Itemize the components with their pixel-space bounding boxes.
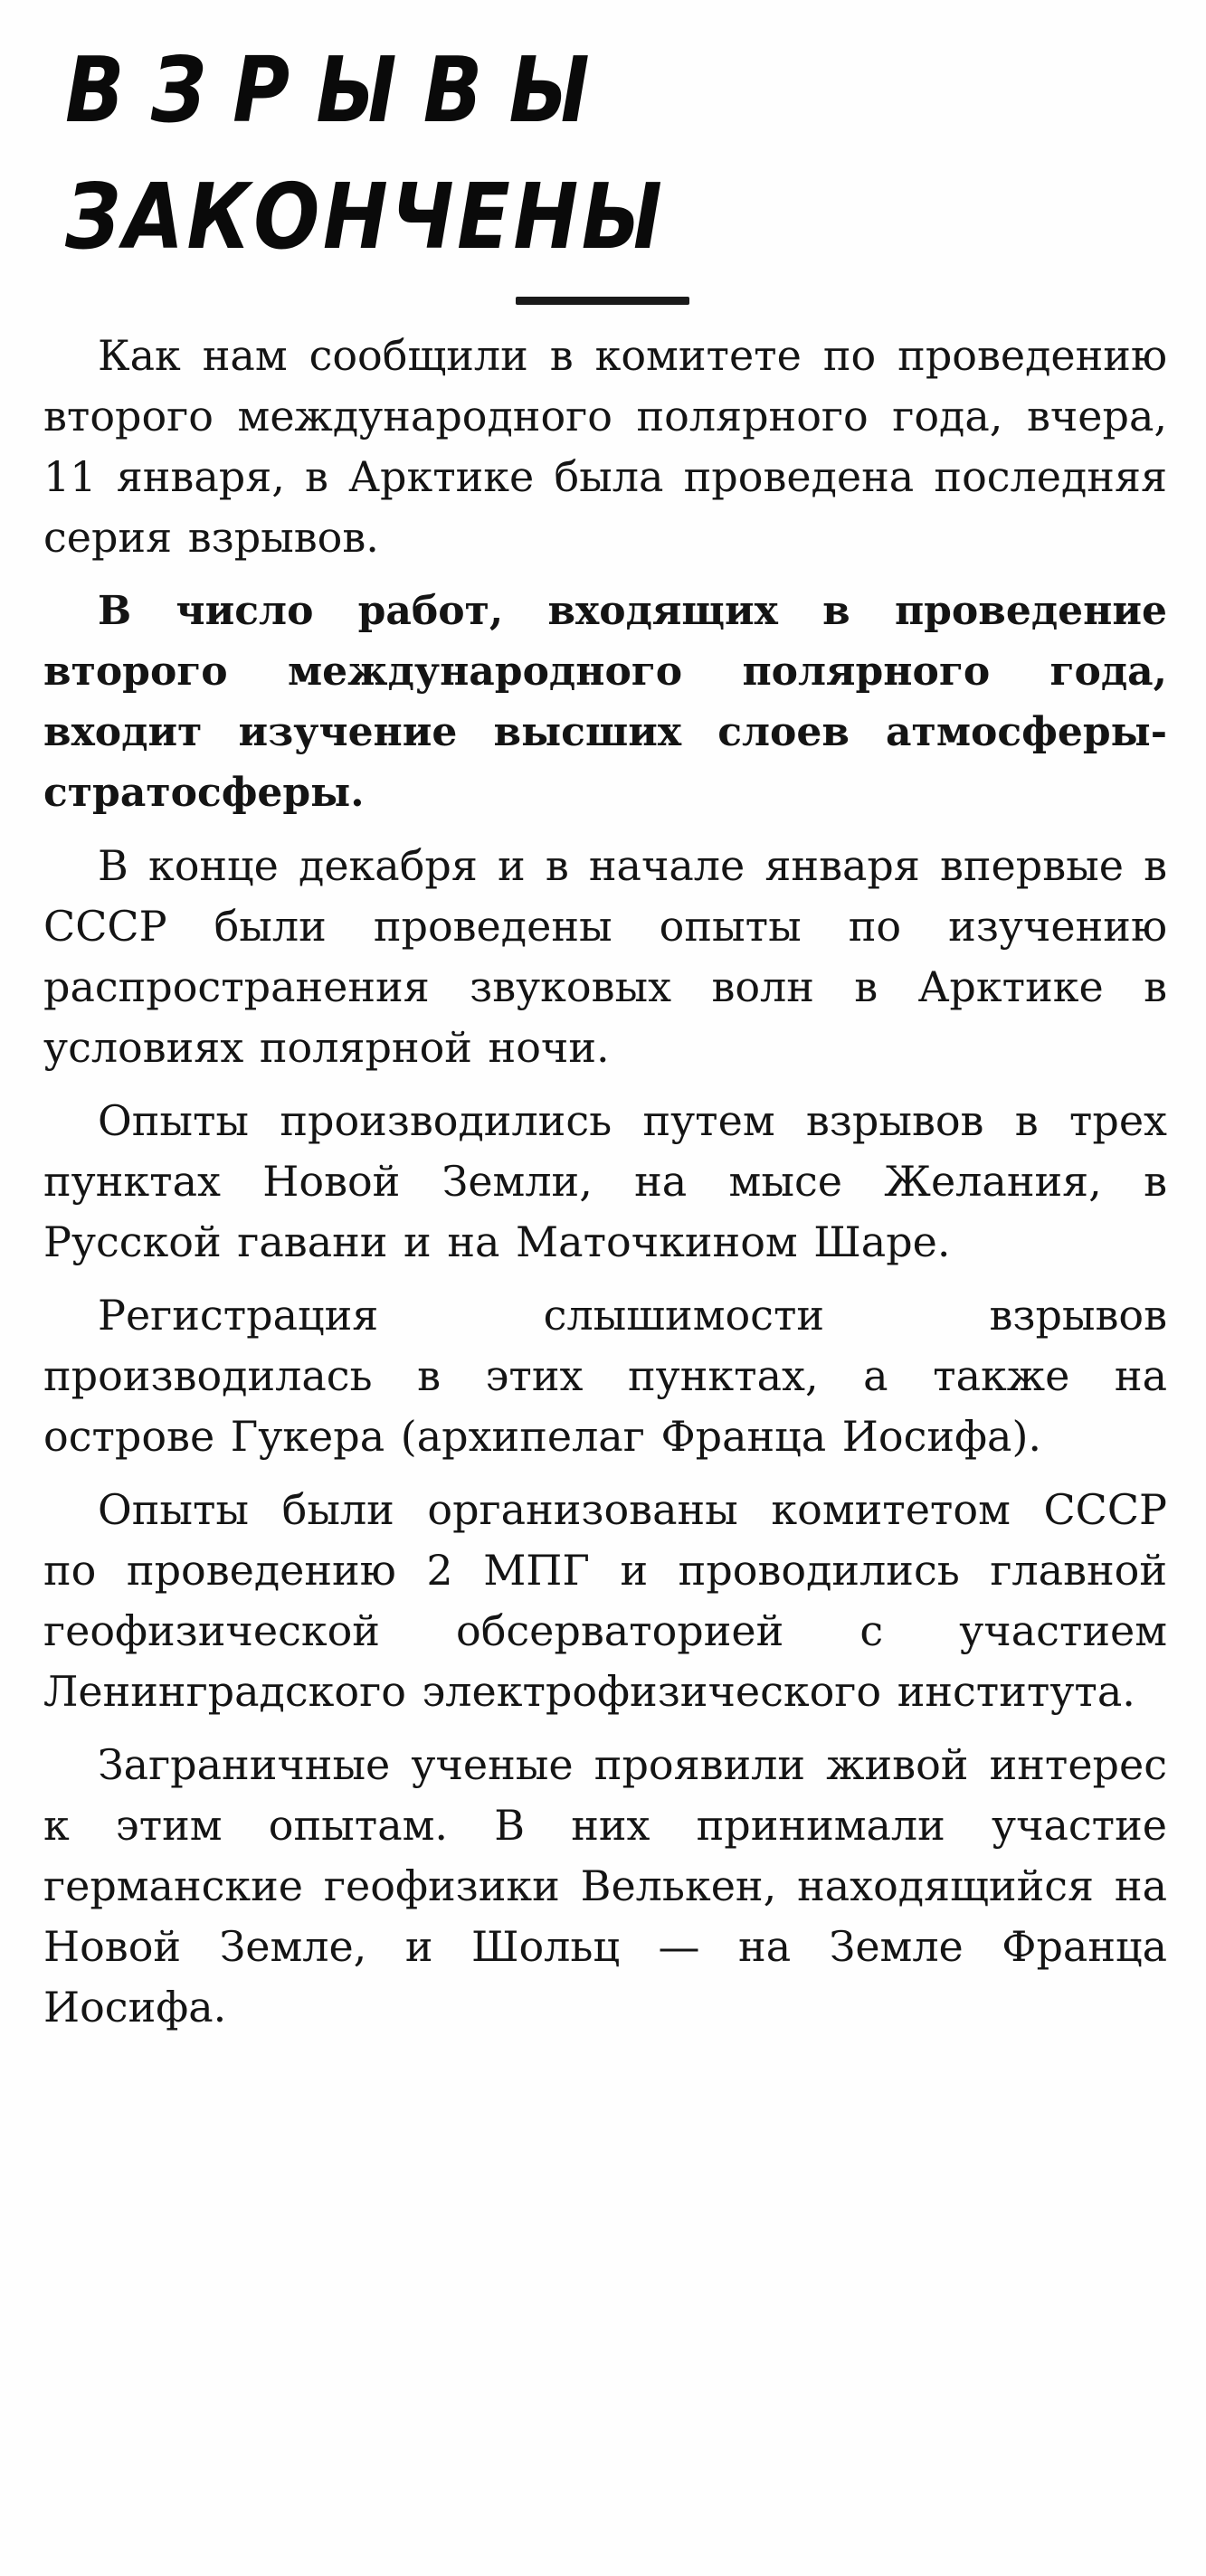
title-divider: [516, 297, 689, 305]
paragraph-organization: Опыты были организованы комитетом СССР по проведению 2 МПГ и проводились главной геофизической обсерваторией с участием Ленинградского электрофизического института.: [43, 1485, 1167, 1716]
paragraph-intro: Как нам сообщили в комитете по проведению второго международного полярного года, вчера, 11 января, в Арктике была проведена последняя серия взрывов.: [43, 331, 1167, 562]
headline-line-1: ВЗРЫВЫ: [65, 37, 616, 143]
article-body: [43, 326, 1167, 2050]
paragraph-foreign-scientists: Заграничные ученые проявили живой интерес к этим опытам. В них принимали участие германские геофизики Велькен, находящийся на Новой Земле, и Шольц — на Земле Франца Иосифа.: [43, 1740, 1167, 2031]
paragraph-sound-experiments: В конце декабря и в начале января впервые в СССР были проведены опыты по изучению распространения звуковых волн в Арктике в условиях полярной ночи.: [43, 841, 1167, 1072]
paragraph-registration: Регистрация слышимости взрывов производилась в этих пунктах, а также на острове Гукера (архипелаг Франца Иосифа).: [43, 1291, 1167, 1461]
paragraph-research-scope: В число работ, входящих в проведение второго международного полярного года, входит изучение высших слоев атмосферы-стратосферы.: [43, 588, 1167, 816]
headline-line-2: ЗАКОНЧЕНЫ: [65, 164, 666, 270]
paragraph-explosion-sites: Опыты производились путем взрывов в трех пунктах Новой Земли, на мысе Желания, в Русской гавани и на Маточкином Шаре.: [43, 1096, 1167, 1266]
headline: [65, 27, 665, 280]
